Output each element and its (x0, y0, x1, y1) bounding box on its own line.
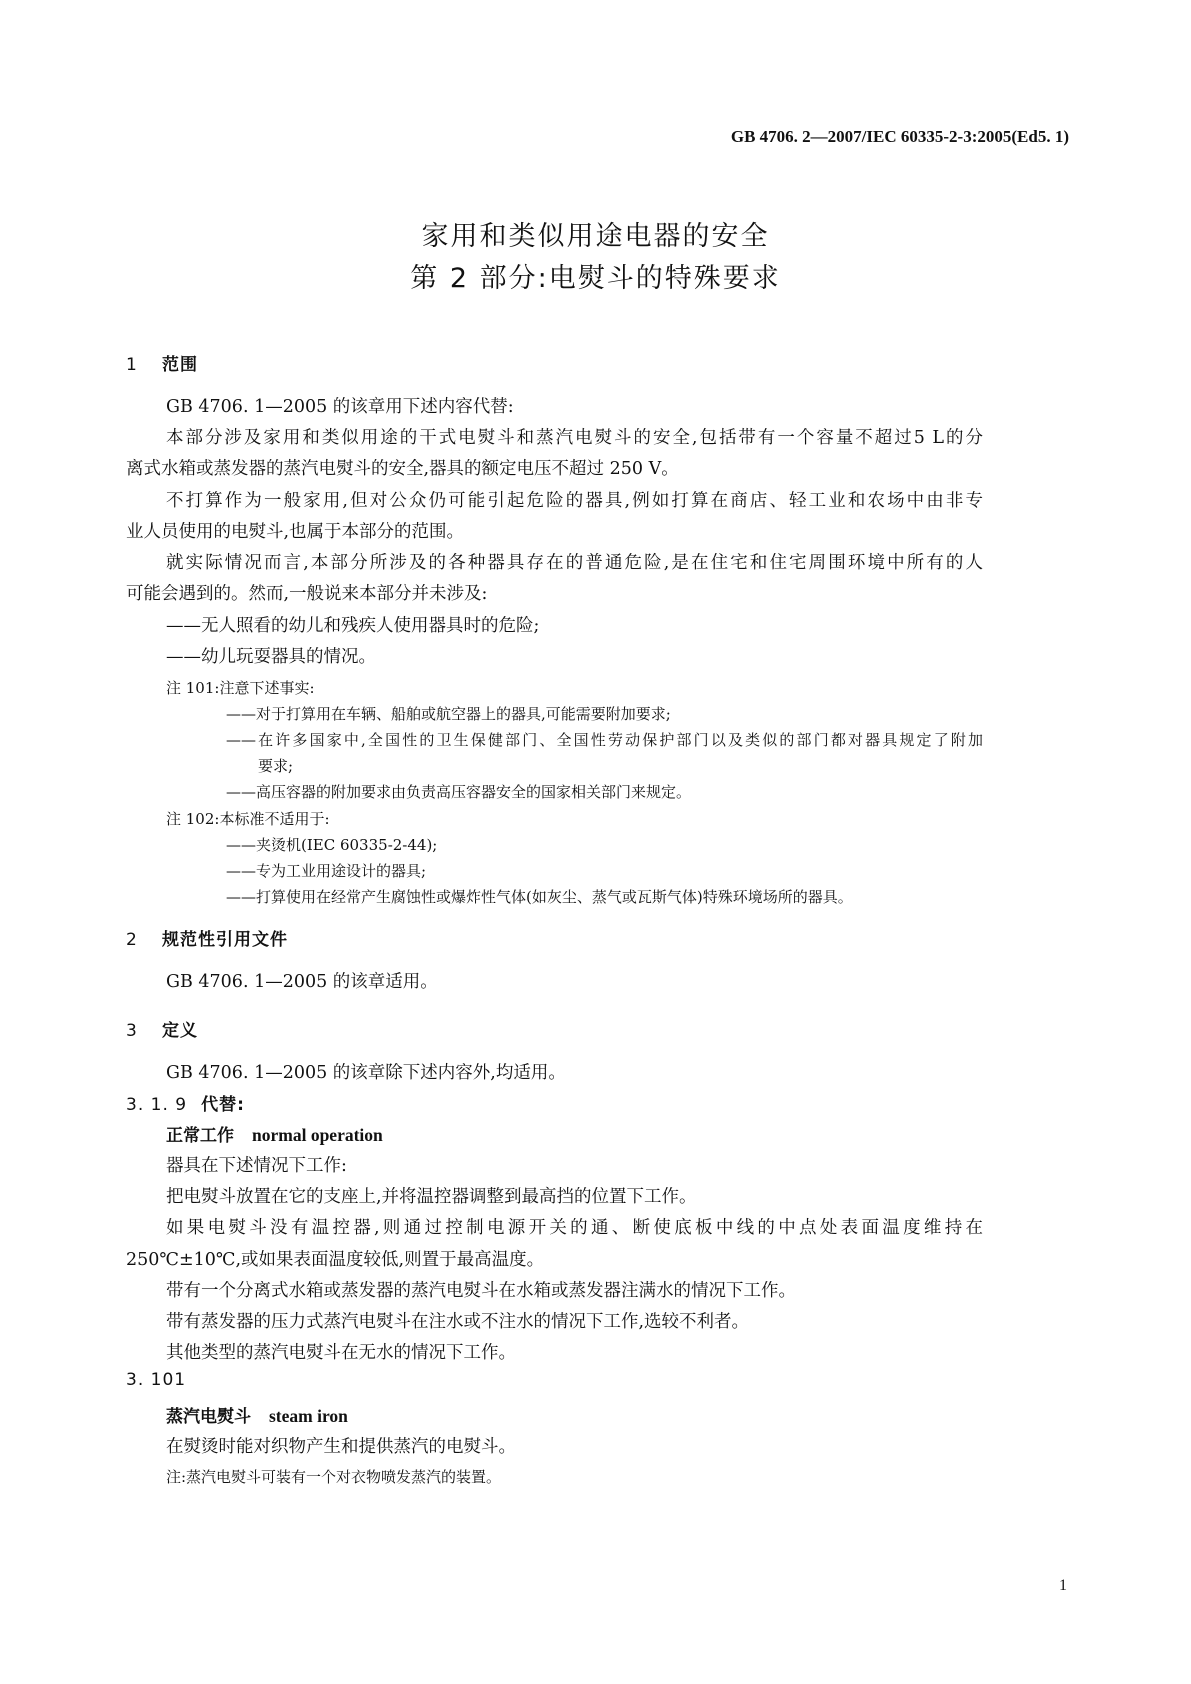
definition-para-line1: 如果电熨斗没有温控器,则通过控制电源开关的通、断使底板中线的中点处表面温度维持在 (166, 1218, 983, 1238)
clause-3-101-number: 3. 101 (126, 1370, 187, 1390)
section-2-number: 2 (126, 930, 138, 950)
list-item: ——无人照看的幼儿和残疾人使用器具时的危险; (166, 616, 540, 636)
definition-para: 把电熨斗放置在它的支座上,并将温控器调整到最高挡的位置下工作。 (166, 1187, 697, 1207)
page-number: 1 (1059, 1577, 1067, 1594)
standard-number-header: GB 4706. 2—2007/IEC 60335-2-3:2005(Ed5. 1) (730, 127, 1069, 146)
section-3-number: 3 (126, 1021, 138, 1041)
note-101-item: ——高压容器的附加要求由负责高压容器安全的国家相关部门来规定。 (226, 783, 692, 801)
term-zh: 正常工作 (166, 1126, 234, 1146)
definition-para: 其他类型的蒸汽电熨斗在无水的情况下工作。 (166, 1343, 516, 1363)
definition-para: 带有一个分离式水箱或蒸发器的蒸汽电熨斗在水箱或蒸发器注满水的情况下工作。 (166, 1281, 796, 1301)
scope-para-line2: 离式水箱或蒸发器的蒸汽电熨斗的安全,器具的额定电压不超过 250 V。 (126, 459, 679, 479)
public-para-line2: 业人员使用的电熨斗,也属于本部分的范围。 (126, 522, 465, 542)
section-2-title: 规范性引用文件 (162, 930, 288, 950)
note-102-item: ——专为工业用途设计的器具; (226, 862, 427, 880)
clause-3-1-9-number: 3. 1. 9 (126, 1095, 188, 1115)
section-2-para: GB 4706. 1—2005 的该章适用。 (166, 972, 438, 992)
definition-para: 器具在下述情况下工作: (166, 1156, 347, 1176)
hazard-para-line2: 可能会遇到的。然而,一般说来本部分并未涉及: (126, 584, 488, 604)
scope-para-line1: 本部分涉及家用和类似用途的干式电熨斗和蒸汽电熨斗的安全,包括带有一个容量不超过5 L的分 (166, 428, 983, 448)
term-steam-iron (166, 1402, 348, 1427)
term-normal-operation (166, 1121, 383, 1146)
section-3-title: 定义 (162, 1021, 198, 1041)
section-3-para: GB 4706. 1—2005 的该章除下述内容外,均适用。 (166, 1063, 566, 1083)
term-en: steam iron (269, 1406, 348, 1426)
document-title: 家用和类似用途电器的安全 (421, 221, 770, 252)
clause-3-1-9-label: 代替: (201, 1095, 245, 1115)
section-2-heading (126, 925, 288, 950)
section-1-title: 范围 (162, 355, 198, 375)
note-101-item-line2: 要求; (258, 757, 294, 775)
definition-para: 在熨烫时能对织物产生和提供蒸汽的电熨斗。 (166, 1437, 516, 1457)
section-1-heading (126, 350, 198, 375)
section-1-number: 1 (126, 355, 138, 375)
note-102-item: ——打算使用在经常产生腐蚀性或爆炸性气体(如灰尘、蒸气或瓦斯气体)特殊环境场所的器具。 (226, 888, 853, 906)
term-en: normal operation (252, 1125, 383, 1145)
definition-para-line2: 250℃±10℃,或如果表面温度较低,则置于最高温度。 (126, 1250, 545, 1270)
note-101-title: 注 101:注意下述事实: (166, 679, 315, 697)
term-zh: 蒸汽电熨斗 (166, 1407, 251, 1427)
definition-para: 带有蒸发器的压力式蒸汽电熨斗在注水或不注水的情况下工作,选较不利者。 (166, 1312, 750, 1332)
list-item: ——幼儿玩耍器具的情况。 (166, 647, 376, 667)
note-102-item: ——夹烫机(IEC 60335-2-44); (226, 836, 438, 854)
clause-3-1-9 (126, 1090, 245, 1115)
document-subtitle: 第 2 部分:电熨斗的特殊要求 (410, 263, 781, 294)
note-101-item-line1: ——在许多国家中,全国性的卫生保健部门、全国性劳动保护部门以及类似的部门都对器具规定了附加 (226, 731, 983, 749)
note-101-item: ——对于打算用在车辆、船舶或航空器上的器具,可能需要附加要求; (226, 705, 671, 723)
public-para-line1: 不打算作为一般家用,但对公众仍可能引起危险的器具,例如打算在商店、轻工业和农场中由非专 (166, 491, 983, 511)
note-102-title: 注 102:本标准不适用于: (166, 810, 330, 828)
section-1-replace-para: GB 4706. 1—2005 的该章用下述内容代替: (166, 397, 514, 417)
section-3-heading (126, 1016, 198, 1041)
hazard-para-line1: 就实际情况而言,本部分所涉及的各种器具存在的普通危险,是在住宅和住宅周围环境中所有的人 (166, 553, 983, 573)
steam-iron-note: 注:蒸汽电熨斗可装有一个对衣物喷发蒸汽的装置。 (166, 1468, 502, 1486)
